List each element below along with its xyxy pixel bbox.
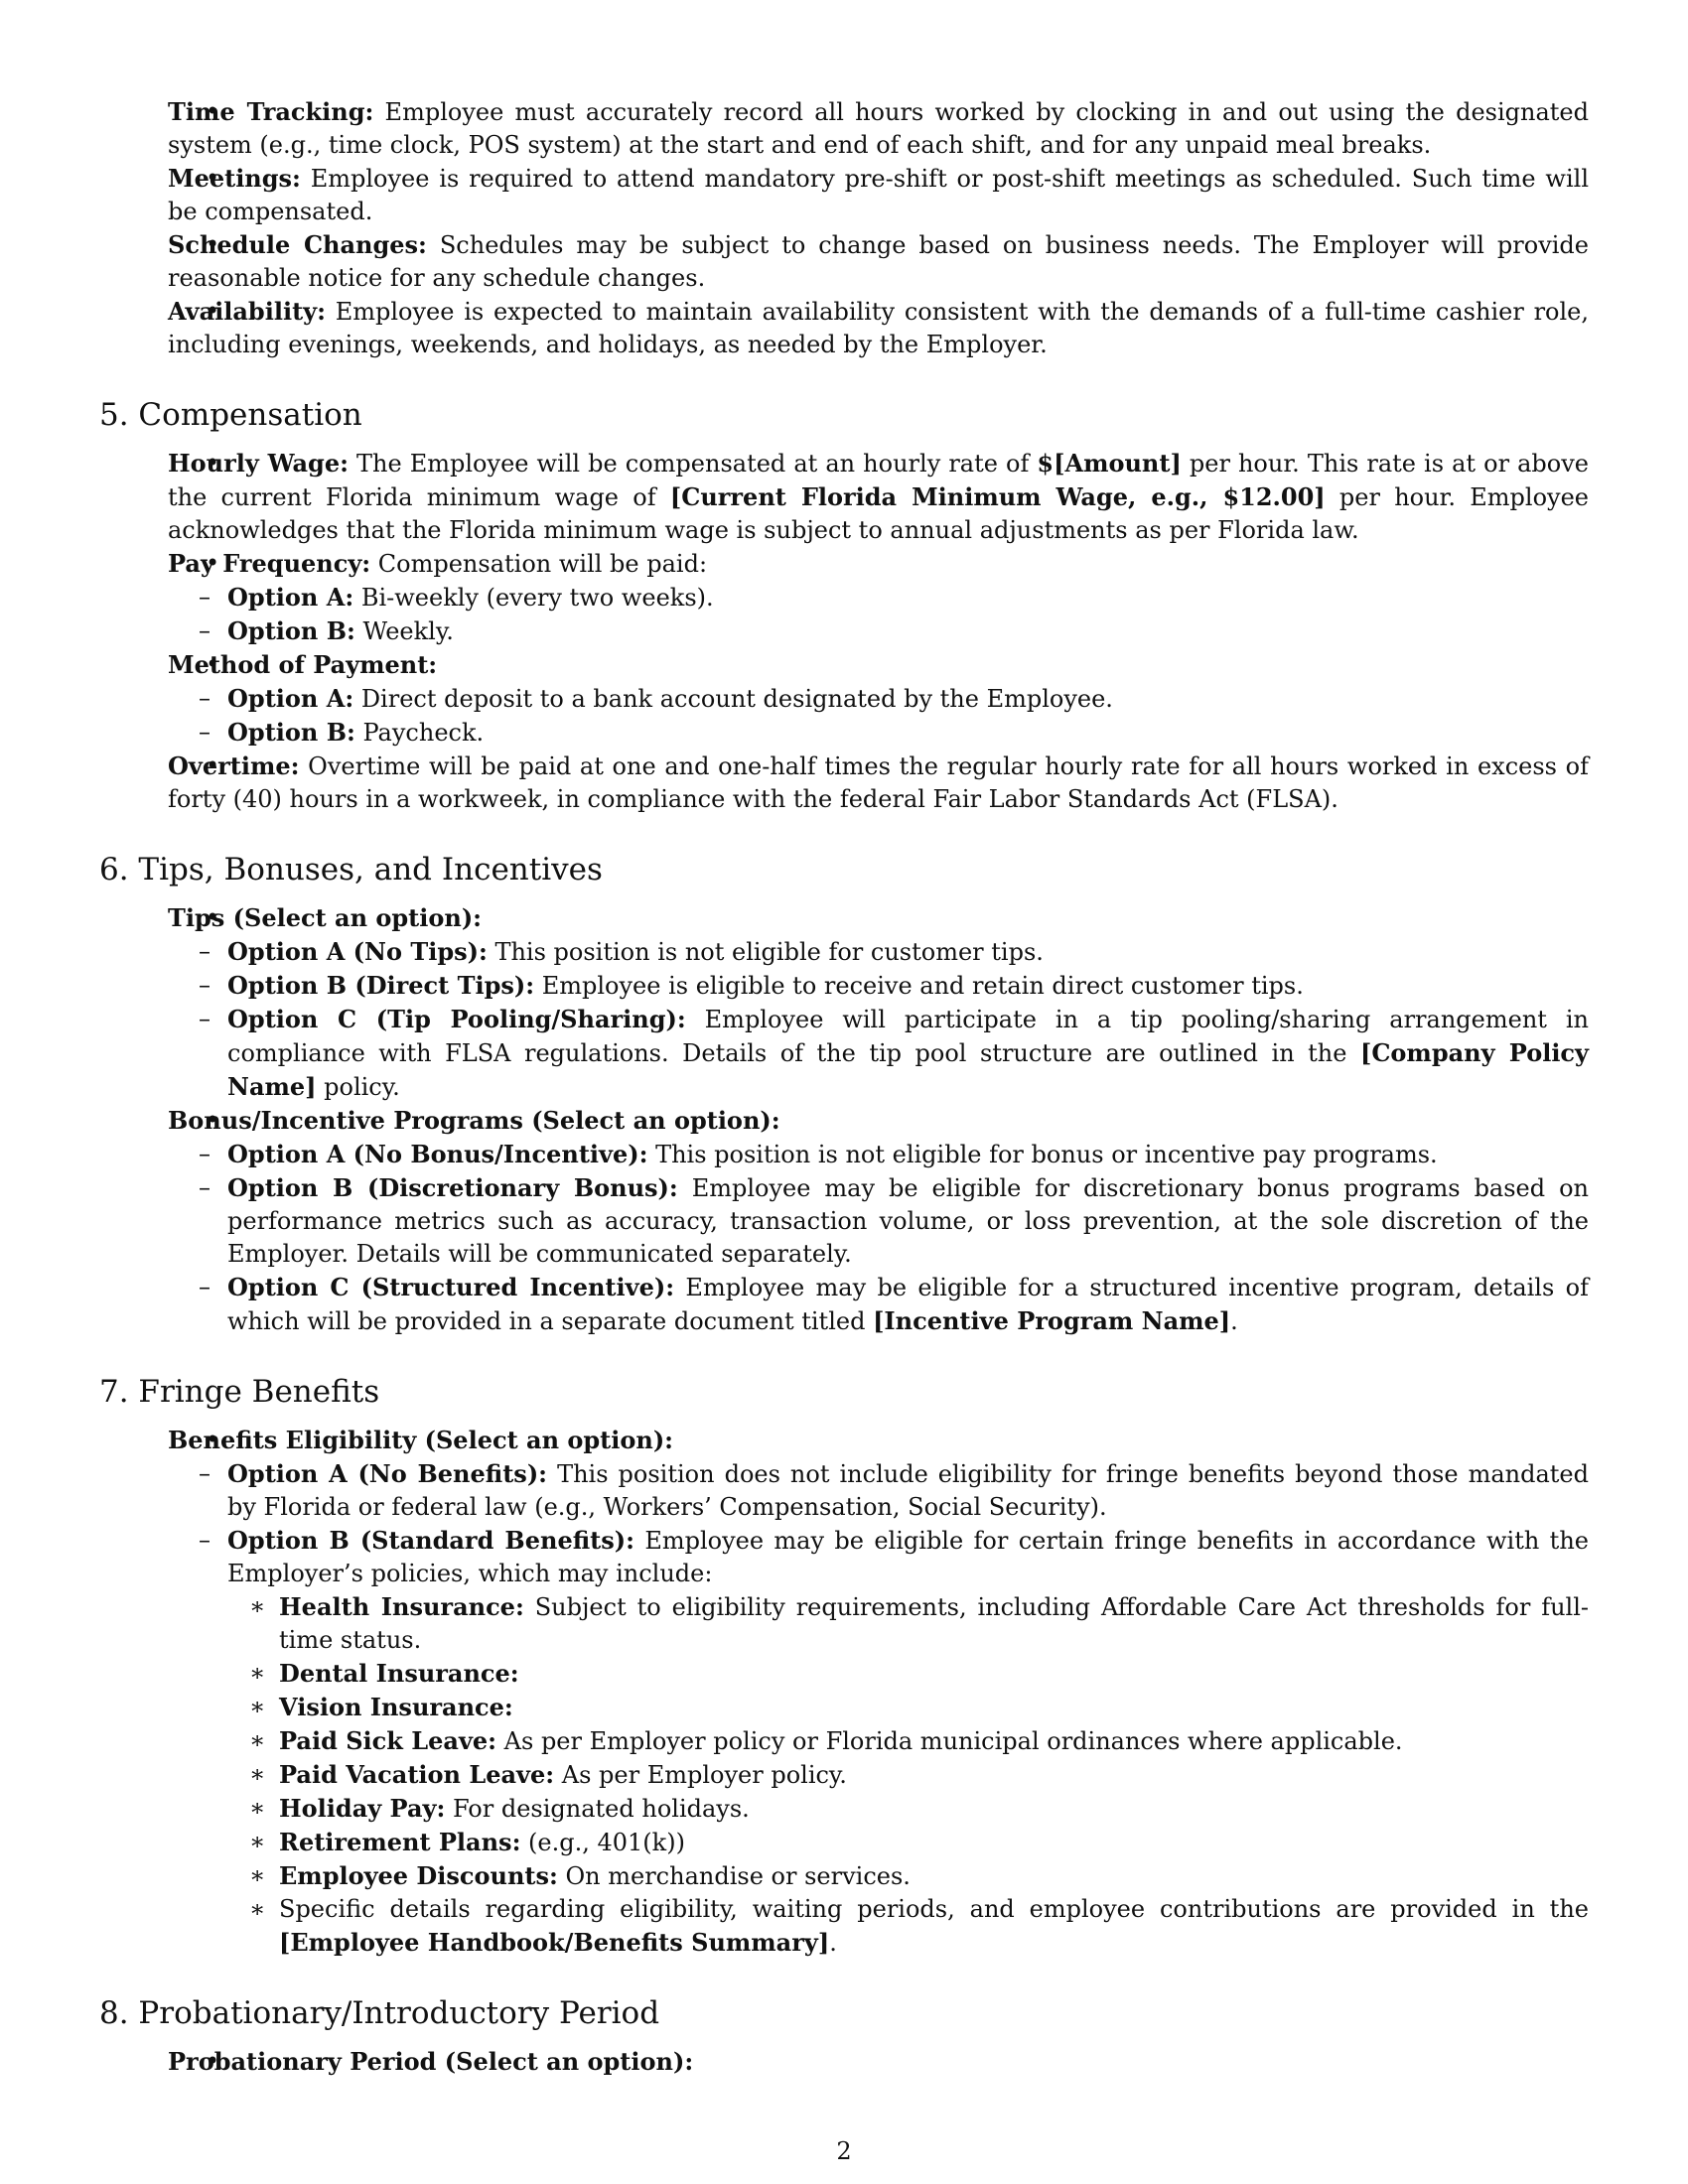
- section-compensation: [99, 395, 1589, 816]
- option-item: – Option A (No Benefits): This position does not include eligibility for fringe benefits beyond those mandated by Florida or federal law (e.g., Workers’ Compensation, Social Security).: [227, 1457, 1589, 1524]
- section-tips-bonuses: [99, 850, 1589, 1338]
- section-title: 7. Fringe Benefits: [99, 1374, 380, 1410]
- list-item: • Bonus/Incentive Programs (Select an option): – Option A (No Bonus/Incentive): This position is not eligible for bonus or incentive pay programs. – Option B (Discretionary Bonus): Employee may be eligible for discretionary bonus programs based on performance metrics such as accuracy, transaction volume, or loss prevention, at the sole discretion of the Employer. Details will be communicated separately. – Option C (Structured Incentive): Employee may be eligible for a structured incentive program, details of which will be provided in a separate document titled [Incentive Program Name].: [168, 1104, 1589, 1338]
- option-item: – Option C (Structured Incentive): Employee may be eligible for a structured incentive program, details of which will be provided in a separate document titled [Incentive Program Name].: [227, 1271, 1589, 1338]
- section-title: 8. Probationary/Introductory Period: [99, 1995, 660, 2031]
- benefit-item: ∗ Holiday Pay: For designated holidays.: [279, 1792, 1589, 1826]
- list-item: • Probationary Period (Select an option):: [168, 2045, 1589, 2079]
- page-content: [99, 95, 1589, 2079]
- benefit-item: ∗ Retirement Plans: (e.g., 401(k)): [279, 1826, 1589, 1859]
- section-title: 6. Tips, Bonuses, and Incentives: [99, 852, 603, 887]
- payment-method-options: [168, 682, 1589, 750]
- benefit-item: ∗ Paid Vacation Leave: As per Employer policy.: [279, 1758, 1589, 1792]
- option-item: – Option A (No Tips): This position is not eligible for customer tips.: [227, 935, 1589, 969]
- section-fringe-benefits: [99, 1372, 1589, 1960]
- list-item: • Meetings: Employee is required to attend mandatory pre-shift or post-shift meetings as scheduled. Such time will be compensated.: [168, 162, 1589, 228]
- section-probationary-period: [99, 1993, 1589, 2079]
- list-item: • Pay Frequency: Compensation will be paid: – Option A: Bi-weekly (every two weeks). – Option B: Weekly.: [168, 547, 1589, 648]
- list-item: • Method of Payment: – Option A: Direct deposit to a bank account designated by the Employee. – Option B: Paycheck.: [168, 648, 1589, 750]
- bonus-options: [168, 1138, 1589, 1338]
- option-item: – Option B (Discretionary Bonus): Employee may be eligible for discretionary bonus programs based on performance metrics such as accuracy, transaction volume, or loss prevention, at the sole discretion of the Employer. Details will be communicated separately.: [227, 1171, 1589, 1271]
- list-item: • Time Tracking: Employee must accurately record all hours worked by clocking in and out using the designated system (e.g., time clock, POS system) at the start and end of each shift, and for any unpaid meal breaks.: [168, 95, 1589, 162]
- list-item: • Hourly Wage: The Employee will be compensated at an hourly rate of $[Amount] per hour. This rate is at or above the current Florida minimum wage of [Current Florida Minimum Wage, e.g., $12.00] per hour. Employee acknowledges that the Florida minimum wage is subject to annual adjustments as per Florida law.: [168, 447, 1589, 547]
- tips-options: [168, 935, 1589, 1104]
- list-item: • Benefits Eligibility (Select an option): – Option A (No Benefits): This position does not include eligibility for fringe benefits beyond those mandated by Florida or federal law (e.g., Workers’ Compensation, Social Security). – Option B (Standard Benefits): Employee may be eligible for certain fringe benefits in accordance with the Employer’s policies, which may include: ∗ Health Insurance: Subject to eligibility requirements, including Affordable Care Act thresholds for full-time status. ∗ Dental Insurance: ∗ Vision Insurance: ∗ Paid Sick Leave: As per Employer policy or Florida municipal ordinances where applicable. ∗ Paid Vacation Leave: As per Employer policy. ∗ Holiday Pay: For designated holidays. ∗ Retirement Plans: (e.g., 401(k)) ∗ Employee Discounts: On merchandise or services. ∗ Specific details regarding eligibility, waiting periods, and employee contributions are provided in the [Employee Handbook/Benefits Summary].: [168, 1424, 1589, 1960]
- benefits-options: [168, 1457, 1589, 1960]
- list-item: • Schedule Changes: Schedules may be subject to change based on business needs. The Employer will provide reasonable notice for any schedule changes.: [168, 228, 1589, 295]
- benefit-item: ∗ Vision Insurance:: [279, 1691, 1589, 1724]
- option-item: – Option A (No Bonus/Incentive): This position is not eligible for bonus or incentive pay programs.: [227, 1138, 1589, 1171]
- option-item: – Option B: Paycheck.: [227, 716, 1589, 750]
- benefit-item: ∗ Employee Discounts: On merchandise or services.: [279, 1859, 1589, 1893]
- benefit-item: ∗ Specific details regarding eligibility, waiting periods, and employee contributions are provided in the [Employee Handbook/Benefits Summary].: [279, 1893, 1589, 1960]
- page-number: 2: [836, 2137, 852, 2165]
- benefits-list: [99, 1424, 1589, 1960]
- compensation-list: [99, 447, 1589, 816]
- work-schedule-list: [99, 95, 1589, 361]
- benefit-item: ∗ Paid Sick Leave: As per Employer policy or Florida municipal ordinances where applicable.: [279, 1724, 1589, 1758]
- list-item: • Overtime: Overtime will be paid at one and one-half times the regular hourly rate for all hours worked in excess of forty (40) hours in a workweek, in compliance with the federal Fair Labor Standards Act (FLSA).: [168, 750, 1589, 816]
- standard-benefits-list: [227, 1590, 1589, 1960]
- probation-list: [99, 2045, 1589, 2079]
- option-item: – Option B: Weekly.: [227, 614, 1589, 648]
- pay-frequency-options: [168, 581, 1589, 648]
- option-item: – Option B (Standard Benefits): Employee may be eligible for certain fringe benefits in accordance with the Employer’s policies, which may include: ∗ Health Insurance: Subject to eligibility requirements, including Affordable Care Act thresholds for full-time status. ∗ Dental Insurance: ∗ Vision Insurance: ∗ Paid Sick Leave: As per Employer policy or Florida municipal ordinances where applicable. ∗ Paid Vacation Leave: As per Employer policy. ∗ Holiday Pay: For designated holidays. ∗ Retirement Plans: (e.g., 401(k)) ∗ Employee Discounts: On merchandise or services. ∗ Specific details regarding eligibility, waiting periods, and employee contributions are provided in the [Employee Handbook/Benefits Summary].: [227, 1524, 1589, 1960]
- option-item: – Option A: Direct deposit to a bank account designated by the Employee.: [227, 682, 1589, 716]
- option-item: – Option C (Tip Pooling/Sharing): Employee will participate in a tip pooling/sharing arrangement in compliance with FLSA regulations. Details of the tip pool structure are outlined in the [Company Policy Name] policy.: [227, 1003, 1589, 1104]
- list-item: • Tips (Select an option): – Option A (No Tips): This position is not eligible for customer tips. – Option B (Direct Tips): Employee is eligible to receive and retain direct customer tips. – Option C (Tip Pooling/Sharing): Employee will participate in a tip pooling/sharing arrangement in compliance with FLSA regulations. Details of the tip pool structure are outlined in the [Company Policy Name] policy.: [168, 901, 1589, 1104]
- section-title: 5. Compensation: [99, 397, 362, 433]
- benefit-item: ∗ Dental Insurance:: [279, 1657, 1589, 1691]
- list-item: • Availability: Employee is expected to maintain availability consistent with the demands of a full-time cashier role, including evenings, weekends, and holidays, as needed by the Employer.: [168, 295, 1589, 361]
- option-item: – Option A: Bi-weekly (every two weeks).: [227, 581, 1589, 614]
- option-item: – Option B (Direct Tips): Employee is eligible to receive and retain direct customer tips.: [227, 969, 1589, 1003]
- benefit-item: ∗ Health Insurance: Subject to eligibility requirements, including Affordable Care Act thresholds for full-time status.: [279, 1590, 1589, 1657]
- tips-bonuses-list: [99, 901, 1589, 1338]
